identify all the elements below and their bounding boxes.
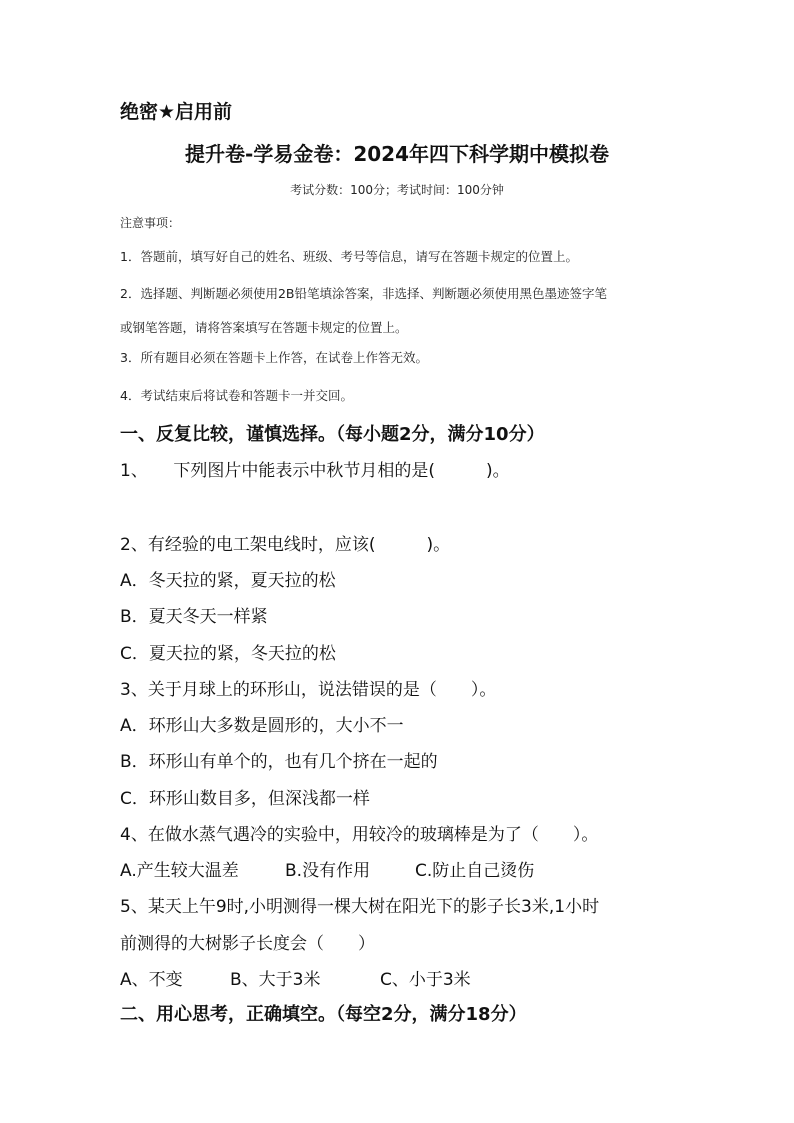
question-3-option-b: B．环形山有单个的，也有几个挤在一起的 (120, 752, 438, 772)
question-4-option-a: A.产生较大温差 (120, 861, 239, 881)
section-heading: 二、用心思考，正确填空。（每空2分，满分18分） (120, 1004, 527, 1025)
question-5-stem-line-2: 前测得的大树影子长度会（ ） (120, 934, 375, 954)
question-2-option-c: C．夏天拉的紧，冬天拉的松 (120, 644, 336, 664)
note-item: 2．选择题、判断题必须使用2B铅笔填涂答案，非选择、判断题必须使用黑色墨迹签字笔 (120, 286, 607, 301)
question-3-option-c: C．环形山数目多，但深浅都一样 (120, 789, 370, 809)
question-5-option-c: C、小于3米 (380, 970, 471, 990)
question-4-stem: 4、在做水蒸气遇冷的实验中，用较冷的玻璃棒是为了（ ）。 (120, 825, 599, 845)
note-item: 1．答题前，填写好自己的姓名、班级、考号等信息，请写在答题卡规定的位置上。 (120, 249, 578, 264)
note-item: 或钢笔答题，请将答案填写在答题卡规定的位置上。 (120, 320, 408, 335)
exam-title: 提升卷-学易金卷：2024年四下科学期中模拟卷 (185, 142, 609, 166)
question-5-options (120, 965, 471, 990)
exam-subtitle: 考试分数：100分；考试时间：100分钟 (290, 183, 504, 197)
question-2-option-b: B．夏天冬天一样紧 (120, 607, 268, 627)
question-4-option-c: C.防止自己烫伤 (415, 861, 535, 881)
notes-heading: 注意事项： (120, 216, 181, 230)
question-3-stem: 3、关于月球上的环形山，说法错误的是（ ）。 (120, 680, 497, 700)
question-3-option-a: A．环形山大多数是圆形的，大小不一 (120, 716, 404, 736)
question-2-stem: 2、有经验的电工架电线时，应该( )。 (120, 535, 451, 555)
question-5-stem-line-1: 5、某天上午9时,小明测得一棵大树在阳光下的影子长3米,1小时 (120, 897, 600, 917)
question-2-option-a: A．冬天拉的紧，夏天拉的松 (120, 571, 336, 591)
question-5-option-b: B、大于3米 (230, 970, 321, 990)
question-4-option-b: B.没有作用 (285, 861, 371, 881)
note-item: 4．考试结束后将试卷和答题卡一并交回。 (120, 388, 353, 403)
question-5-option-a: A、不变 (120, 970, 183, 990)
section-heading: 一、反复比较，谨慎选择。（每小题2分，满分10分） (120, 424, 545, 445)
note-item: 3．所有题目必须在答题卡上作答，在试卷上作答无效。 (120, 350, 428, 365)
secret-mark: 绝密★启用前 (120, 101, 233, 123)
question-4-options (120, 856, 534, 881)
question-1: 1、 下列图片中能表示中秋节月相的是( )。 (120, 461, 510, 481)
